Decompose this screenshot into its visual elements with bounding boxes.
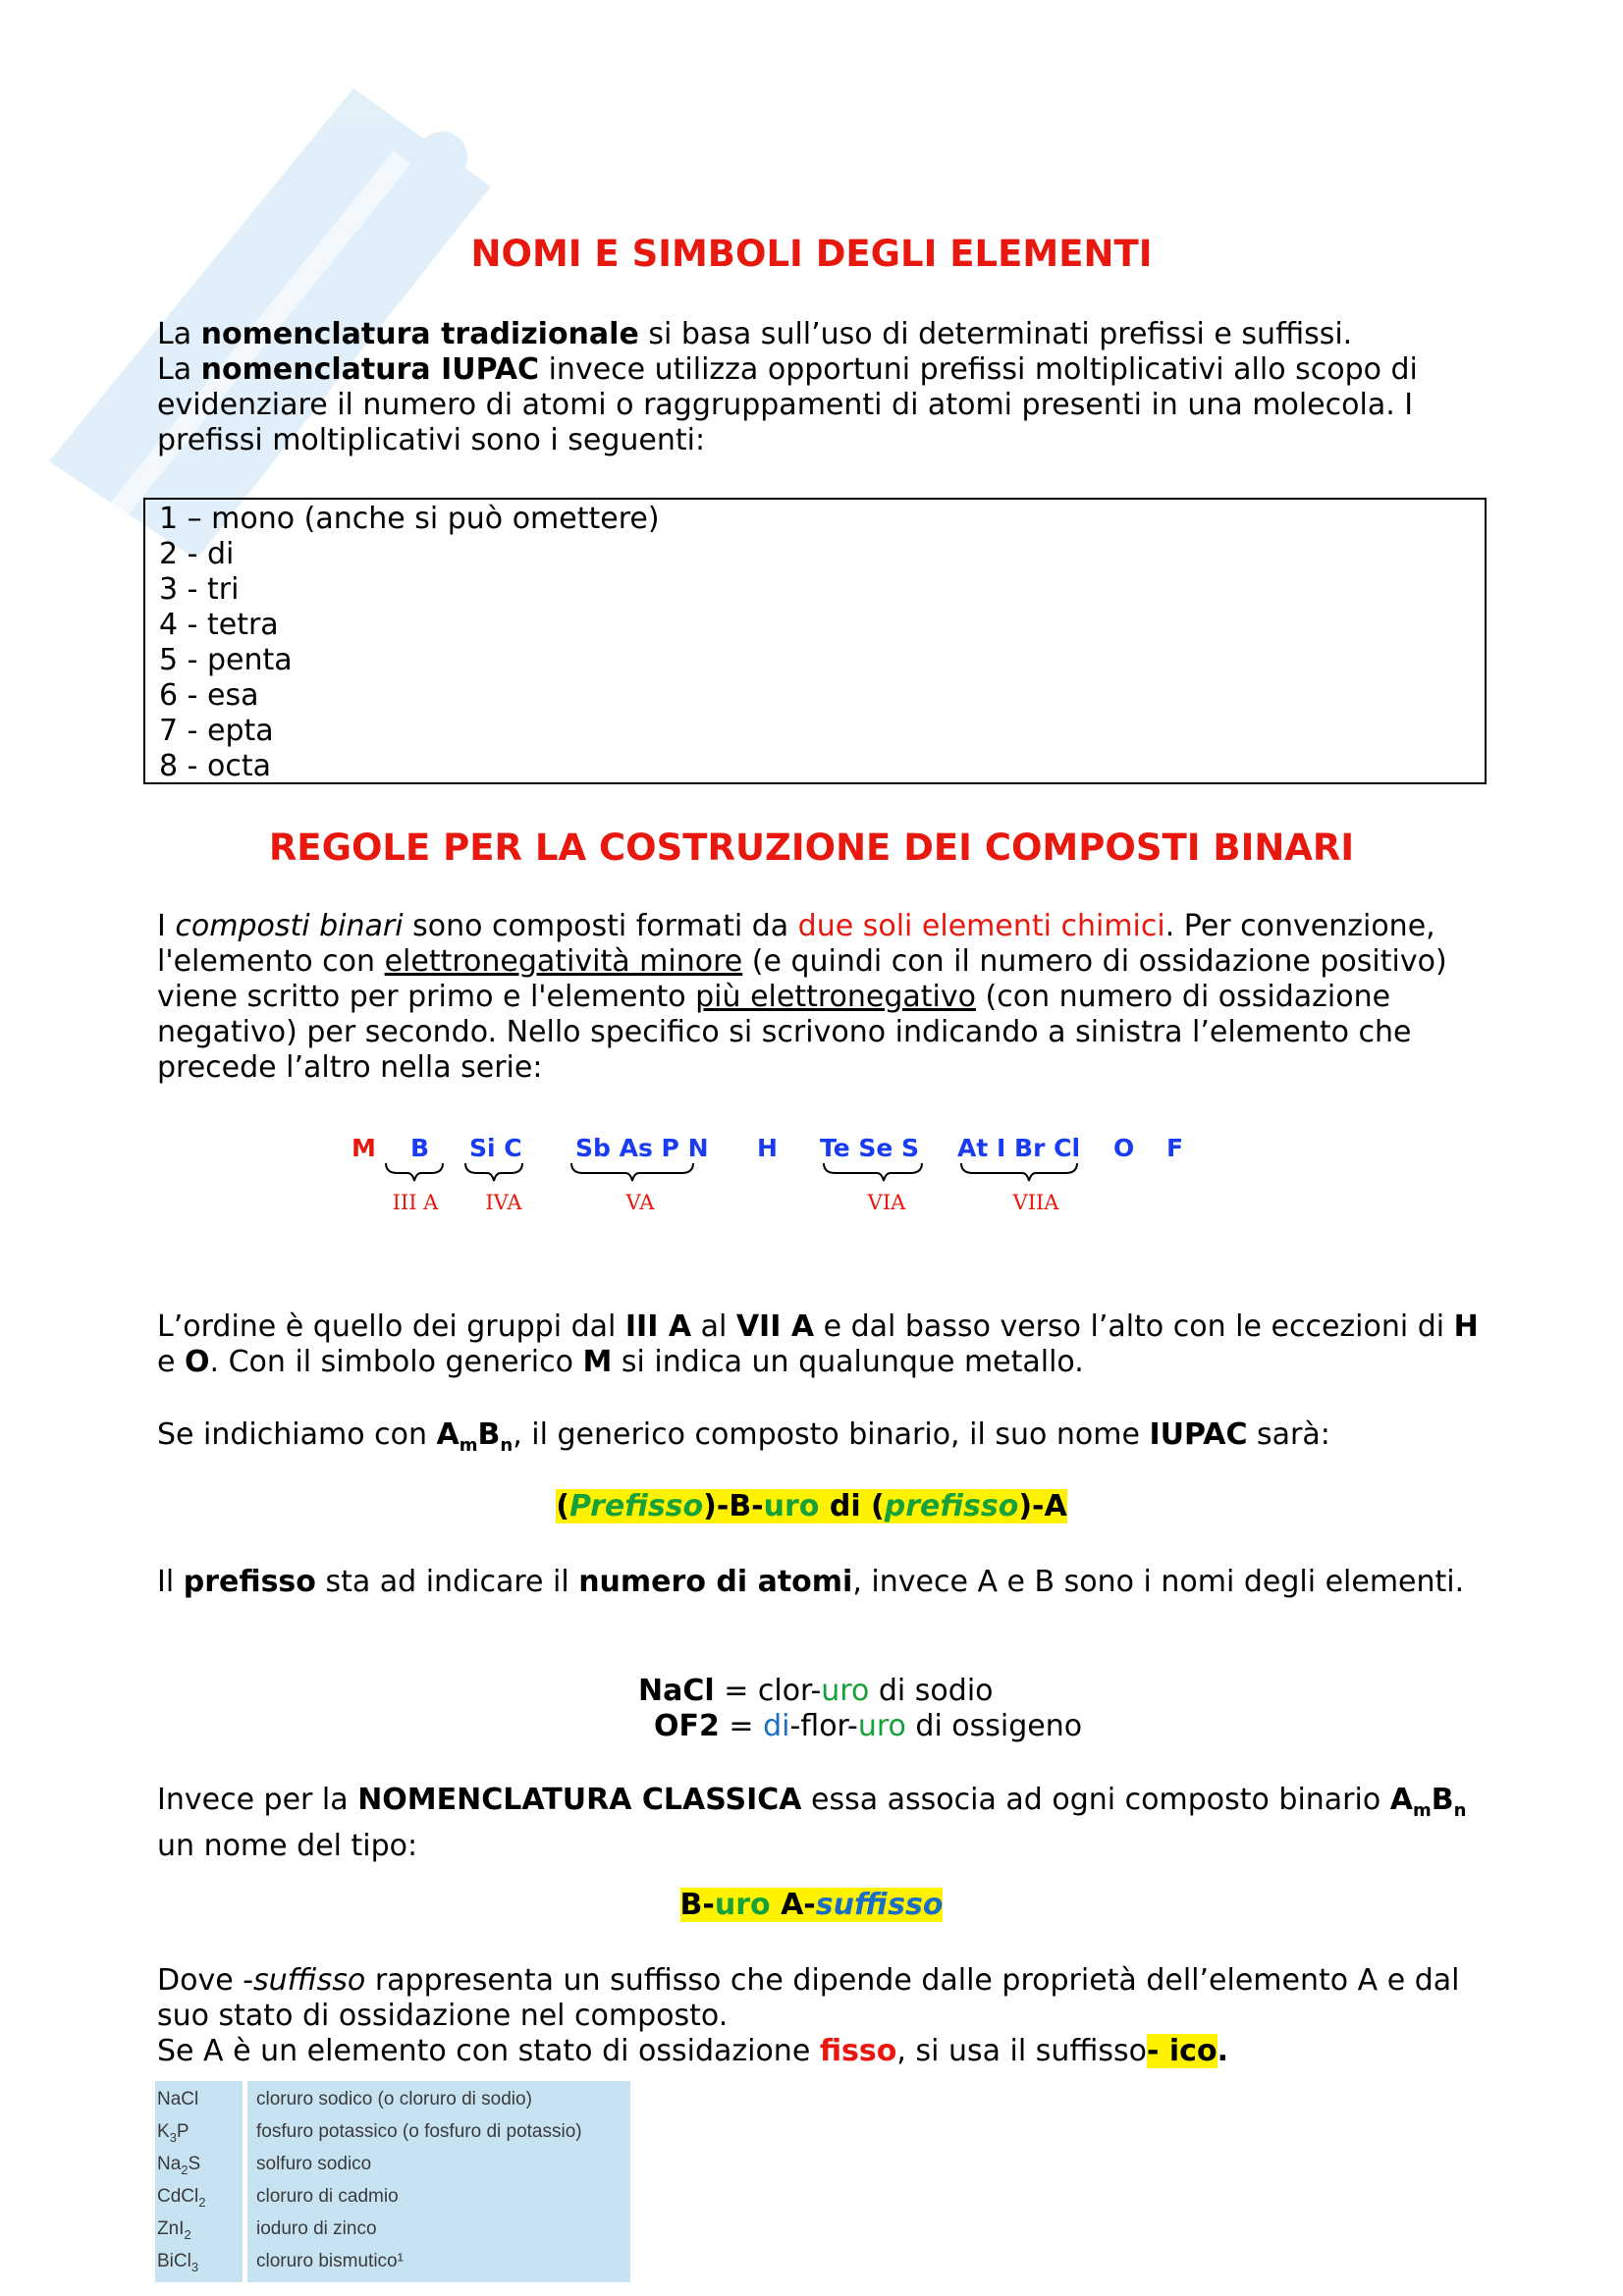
symbol-group: O: [1113, 1134, 1135, 1162]
symbol-group: Te Se S: [820, 1134, 920, 1162]
symbol-group: F: [1166, 1134, 1184, 1162]
section-title: REGOLE PER LA COSTRUZIONE DEI COMPOSTI BINARI: [268, 827, 1355, 869]
table-row: [155, 2180, 630, 2213]
classica-formula: B-uro A-suffisso: [679, 1888, 944, 1922]
name-cell: solfuro sodico: [256, 2154, 372, 2174]
classica-paragraph: Invece per la NOMENCLATURA CLASSICA essa associa ad ogni composto binario $A_mB_n$ un nome del tipo:: [157, 1783, 1467, 1863]
brace: [824, 1163, 922, 1181]
table-row: [155, 2115, 630, 2148]
formula-cell: NaCl: [157, 2089, 199, 2109]
electronegativity-series: [0, 1124, 1623, 1222]
brace: [961, 1163, 1077, 1181]
formula-cell: BiCl$_3$: [157, 2251, 199, 2274]
symbol-group: Sb As P N: [575, 1134, 709, 1162]
group-label: VIA: [867, 1191, 906, 1214]
prefix-item: 2 - di: [159, 537, 235, 571]
prefix-item: 8 - octa: [159, 749, 271, 783]
group-label: III A: [392, 1191, 439, 1214]
generico-paragraph: Se indichiamo con $A_mB_n$, il generico composto binario, il suo nome IUPAC sarà:: [157, 1417, 1330, 1456]
example-of2: OF2 = di-flor-uro di ossigeno: [654, 1709, 1083, 1743]
prefix-item: 1 – mono (anche si può omettere): [159, 502, 660, 536]
prefix-item: 4 - tetra: [159, 608, 279, 642]
symbol-group: B: [410, 1134, 430, 1162]
name-cell: cloruro di cadmio: [256, 2186, 399, 2207]
symbol-group: At I Br Cl: [957, 1134, 1081, 1162]
formula-cell: $Na_2S$: [157, 2154, 201, 2177]
group-label: VA: [625, 1191, 655, 1214]
symbol-metal: M: [352, 1134, 376, 1162]
name-cell: cloruro bismutico¹: [256, 2251, 404, 2271]
example-nacl: NaCl = clor-uro di sodio: [638, 1674, 994, 1708]
formula-cell: CdCl$_2$: [157, 2186, 206, 2210]
page-title: NOMI E SIMBOLI DEGLI ELEMENTI: [470, 233, 1153, 275]
table-row: [155, 2245, 630, 2277]
examples-table: [155, 2081, 630, 2282]
name-cell: cloruro sodico (o cloruro di sodio): [256, 2089, 532, 2109]
group-label: IVA: [485, 1191, 522, 1214]
prefixes-box: [143, 498, 1487, 784]
name-cell: ioduro di zinco: [256, 2218, 377, 2239]
iupac-formula: (Prefisso)-B-uro di (prefisso)-A: [556, 1489, 1067, 1523]
name-cell: fosfuro potassico (o fosfuro di potassio): [256, 2121, 582, 2142]
brace: [386, 1163, 443, 1181]
table-row: [155, 2148, 630, 2180]
prefisso-paragraph: Il prefisso sta ad indicare il numero di atomi, invece A e B sono i nomi degli elementi.: [157, 1565, 1465, 1599]
dove-paragraph: Dove -suffisso rappresenta un suffisso che dipende dalle proprietà dell’elemento A e dal suo stato di ossidazione nel composto. Se A è un elemento con stato di ossidazione fisso, si usa il suffisso- ico.: [157, 1963, 1460, 2068]
symbol-group: H: [757, 1134, 778, 1162]
intro-paragraph: La nomenclatura tradizionale si basa sull’uso di determinati prefissi e suffissi. La nomenclatura IUPAC invece utilizza opportuni prefissi moltiplicativi allo scopo di evidenziare il numero di atomi o raggruppamenti di atomi presenti in una molecola. I prefissi moltiplicativi sono i seguenti:: [157, 317, 1418, 457]
group-label: VIIA: [1012, 1191, 1059, 1214]
ordine-paragraph: L’ordine è quello dei gruppi dal III A al VII A e dal basso verso l’alto con le eccezioni di H e O. Con il simbolo generico M si indica un qualunque metallo.: [157, 1309, 1479, 1379]
brace: [571, 1163, 693, 1181]
prefix-item: 6 - esa: [159, 678, 259, 713]
formula-cell: ZnI$_2$: [157, 2218, 191, 2242]
brace: [465, 1163, 522, 1181]
prefix-item: 3 - tri: [159, 572, 240, 607]
series-diagram: [0, 1124, 1623, 1222]
prefix-item: 5 - penta: [159, 643, 293, 677]
symbol-group: Si C: [469, 1134, 522, 1162]
table-row: [155, 2083, 630, 2115]
binari-paragraph: I composti binari sono composti formati da due soli elementi chimici. Per convenzione, l'elemento con elettronegatività minore (e quindi con il numero di ossidazione positivo) viene scritto per primo e l'elemento più elettronegativo (con numero di ossidazione negativo) per secondo. Nello specifico si scrivono indicando a sinistra l’elemento che precede l’altro nella serie:: [157, 909, 1447, 1085]
prefix-item: 7 - epta: [159, 714, 274, 748]
formula-cell: $K_3P$: [157, 2121, 189, 2145]
table-row: [155, 2213, 630, 2245]
